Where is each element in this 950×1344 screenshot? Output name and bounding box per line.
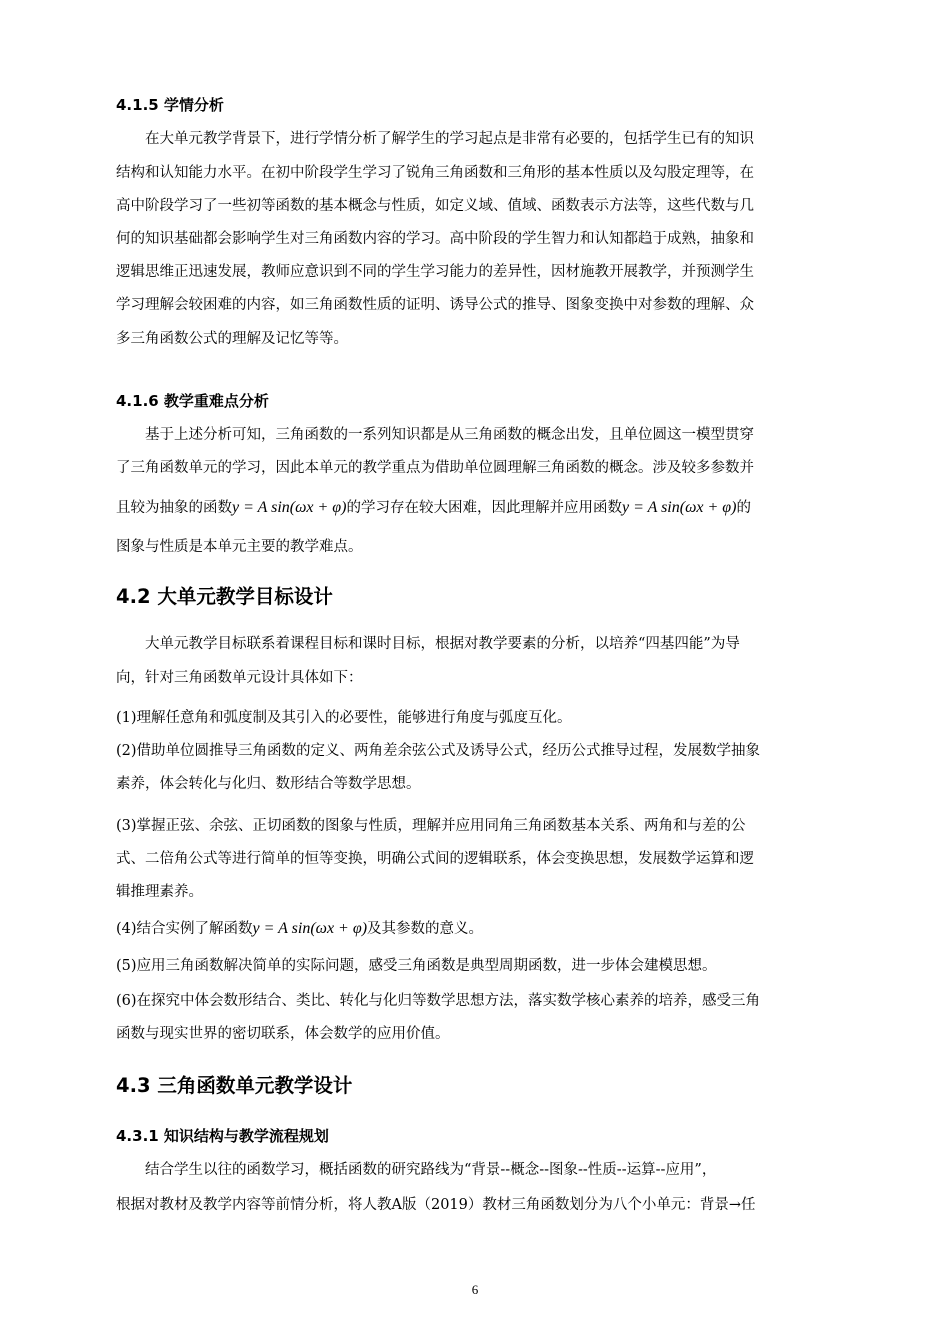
paragraph-line: 结合学生以往的函数学习，概括函数的研究路线为“背景--概念--图象--性质--运算--应用”， bbox=[145, 1162, 717, 1178]
formula: y = A sin(ωx + φ) bbox=[232, 499, 347, 516]
goal-3: (3)掌握正弦、余弦、正切函数的图象与性质，理解并应用同角三角函数基本关系、两角和与差的公 bbox=[116, 818, 746, 834]
paragraph-line: 在大单元教学背景下，进行学情分析了解学生的学习起点是非常有必要的，包括学生已有的知识 bbox=[145, 131, 754, 147]
goal-3-cont: 辑推理素养。 bbox=[116, 884, 203, 900]
paragraph-line: 学习理解会较困难的内容，如三角函数性质的证明、诱导公式的推导、图象变换中对参数的理解、众 bbox=[116, 297, 754, 313]
paragraph-line: 向，针对三角函数单元设计具体如下： bbox=[116, 670, 363, 686]
paragraph-line: 多三角函数公式的理解及记忆等等。 bbox=[116, 331, 348, 347]
formula: y = A sin(ωx + φ) bbox=[621, 499, 737, 516]
paragraph-line-with-formula bbox=[116, 496, 862, 520]
text-run: 且较为抽象的函数 bbox=[116, 500, 232, 516]
paragraph-line: 了三角函数单元的学习，因此本单元的教学重点为借助单位圆理解三角函数的概念。涉及较多参数并 bbox=[116, 460, 754, 476]
text-run: (4)结合实例了解函数 bbox=[116, 921, 253, 937]
goal-6: (6)在探究中体会数形结合、类比、转化与化归等数学思想方法，落实数学核心素养的培养，感受三角 bbox=[116, 993, 761, 1009]
text-run: 及其参数的意义。 bbox=[367, 921, 484, 937]
heading-4-3-1: 4.3.1 知识结构与教学流程规划 bbox=[116, 1127, 329, 1145]
text-run: 的 bbox=[736, 500, 751, 516]
paragraph-line: 基于上述分析可知，三角函数的一系列知识都是从三角函数的概念出发，且单位圆这一模型贯穿 bbox=[145, 427, 754, 443]
paragraph-line: 高中阶段学习了一些初等函数的基本概念与性质，如定义域、值域、函数表示方法等，这些代数与几 bbox=[116, 198, 754, 214]
paragraph-line: 结构和认知能力水平。在初中阶段学生学习了锐角三角函数和三角形的基本性质以及勾股定理等，在 bbox=[116, 165, 754, 181]
goal-3-cont: 式、二倍角公式等进行简单的恒等变换，明确公式间的逻辑联系，体会变换思想，发展数学运算和逻 bbox=[116, 851, 754, 867]
goal-2-cont: 素养，体会转化与化归、数形结合等数学思想。 bbox=[116, 776, 421, 792]
page-number: 6 bbox=[471, 1282, 479, 1297]
paragraph-line: 图象与性质是本单元主要的教学难点。 bbox=[116, 539, 363, 555]
paragraph-line: 何的知识基础都会影响学生对三角函数内容的学习。高中阶段的学生智力和认知都趋于成熟，抽象和 bbox=[116, 231, 754, 247]
heading-4-1-5: 4.1.5 学情分析 bbox=[116, 96, 224, 114]
text-run: 的学习存在较大困难，因此理解并应用函数 bbox=[346, 500, 622, 516]
paragraph-line: 大单元教学目标联系着课程目标和课时目标，根据对教学要素的分析，以培养“四基四能”为导 bbox=[145, 636, 740, 652]
heading-4-1-6: 4.1.6 教学重难点分析 bbox=[116, 392, 269, 410]
paragraph-line: 逻辑思维正迅速发展，教师应意识到不同的学生学习能力的差异性，因材施教开展教学，并预测学生 bbox=[116, 264, 754, 280]
goal-4 bbox=[116, 917, 862, 941]
paragraph-line: 根据对教材及教学内容等前情分析，将人教A版（2019）教材三角函数划分为八个小单元：背景→任 bbox=[116, 1197, 756, 1213]
goal-5: (5)应用三角函数解决简单的实际问题，感受三角函数是典型周期函数，进一步体会建模思想。 bbox=[116, 958, 717, 974]
formula: y = A sin(ωx + φ) bbox=[252, 920, 368, 937]
goal-1: (1)理解任意角和弧度制及其引入的必要性，能够进行角度与弧度互化。 bbox=[116, 710, 572, 726]
heading-4-3: 4.3 三角函数单元教学设计 bbox=[116, 1074, 353, 1097]
heading-4-2: 4.2 大单元教学目标设计 bbox=[116, 585, 333, 608]
goal-6-cont: 函数与现实世界的密切联系，体会数学的应用价值。 bbox=[116, 1026, 450, 1042]
goal-2: (2)借助单位圆推导三角函数的定义、两角差余弦公式及诱导公式，经历公式推导过程，发展数学抽象 bbox=[116, 743, 761, 759]
